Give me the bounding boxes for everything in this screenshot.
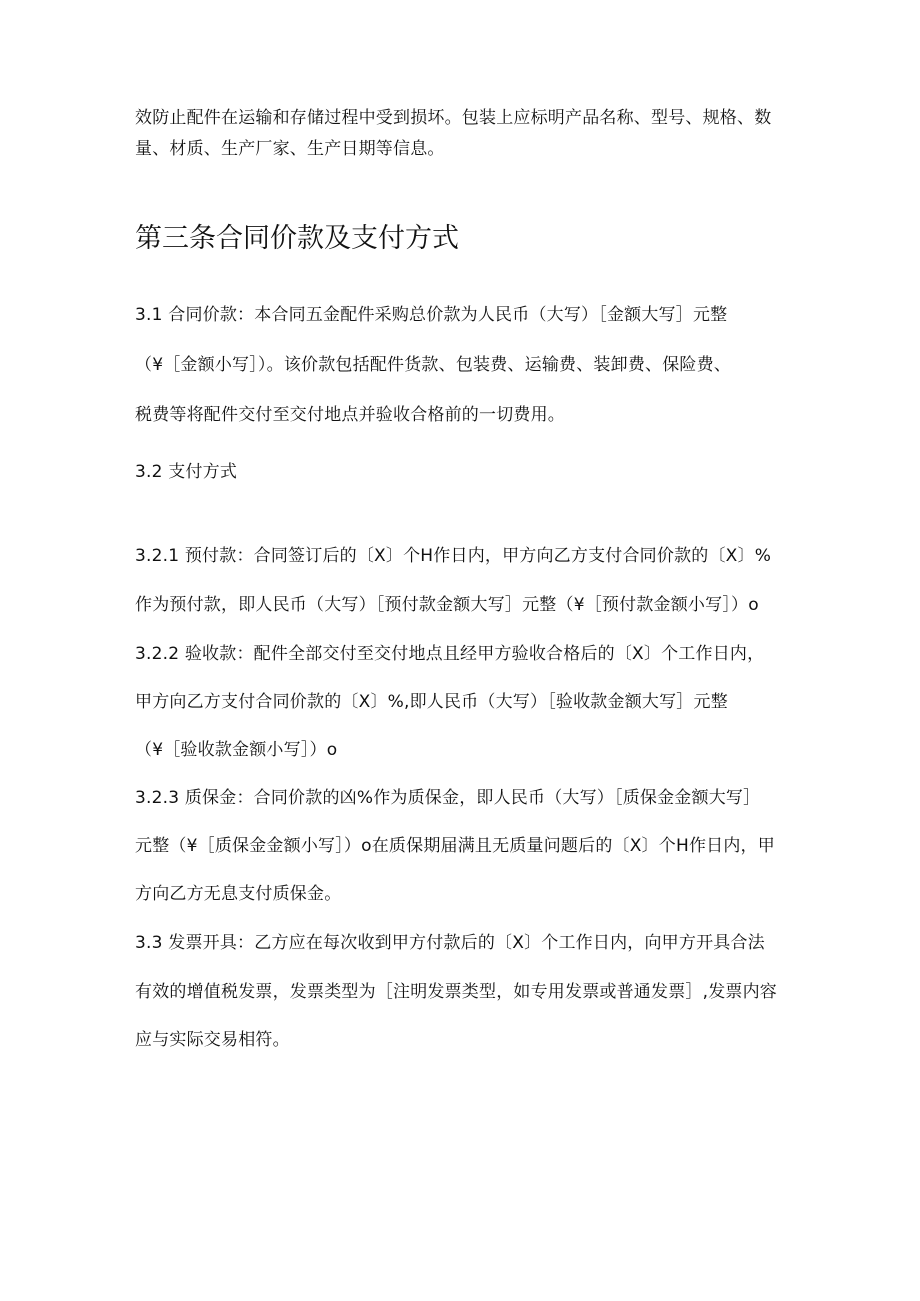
clause-3-2-1-line-2: 作为预付款，即人民币（大写）［预付款金额大写］元整（¥［预付款金额小写］）o (135, 595, 759, 615)
clause-3-2-title: 3.2 支付方式 (135, 462, 238, 482)
clause-3-3-line-1: 3.3 发票开具：乙方应在每次收到甲方付款后的〔X〕个工作日内，向甲方开具合法 (135, 933, 765, 953)
paragraph-line-packaging-1: 效防止配件在运输和存储过程中受到损坏。包装上应标明产品名称、型号、规格、数 (135, 108, 772, 128)
paragraph-line-packaging-2: 量、材质、生产厂家、生产日期等信息。 (135, 139, 445, 159)
clause-3-1-line-1: 3.1 合同价款：本合同五金配件采购总价款为人民币（大写）［金额大写］元整 (135, 305, 728, 325)
clause-3-2-3-line-1: 3.2.3 质保金：合同价款的凶%作为质保金，即人民币（大写）［质保金金额大写］ (135, 788, 761, 808)
section-heading: 第三条合同价款及支付方式 (135, 223, 459, 254)
clause-3-1-line-2: （¥［金额小写］）。该价款包括配件货款、包装费、运输费、装卸费、保险费、 (135, 355, 732, 375)
clause-3-2-3-line-2: 元整（¥［质保金金额小写］）o在质保期届满且无质量问题后的〔X〕个H作日内，甲 (135, 836, 775, 856)
clause-3-2-2-line-1: 3.2.2 验收款：配件全部交付至交付地点且经甲方验收合格后的〔X〕个工作日内， (135, 644, 765, 664)
clause-3-2-2-line-2: 甲方向乙方支付合同价款的〔X〕%,即人民币（大写）［验收款金额大写］元整 (135, 692, 728, 712)
clause-3-2-2-line-3: （¥［验收款金额小写］）o (135, 740, 338, 760)
clause-3-1-line-3: 税费等将配件交付至交付地点并验收合格前的一切费用。 (135, 405, 565, 425)
clause-3-2-1-line-1: 3.2.1 预付款：合同签订后的〔X〕个H作日内，甲方向乙方支付合同价款的〔X〕% (135, 546, 772, 566)
clause-3-3-line-3: 应与实际交易相符。 (135, 1030, 290, 1050)
clause-3-2-3-line-3: 方向乙方无息支付质保金。 (135, 884, 342, 904)
clause-3-3-line-2: 有效的增值税发票，发票类型为［注明发票类型，如专用发票或普通发票］,发票内容 (135, 982, 778, 1002)
